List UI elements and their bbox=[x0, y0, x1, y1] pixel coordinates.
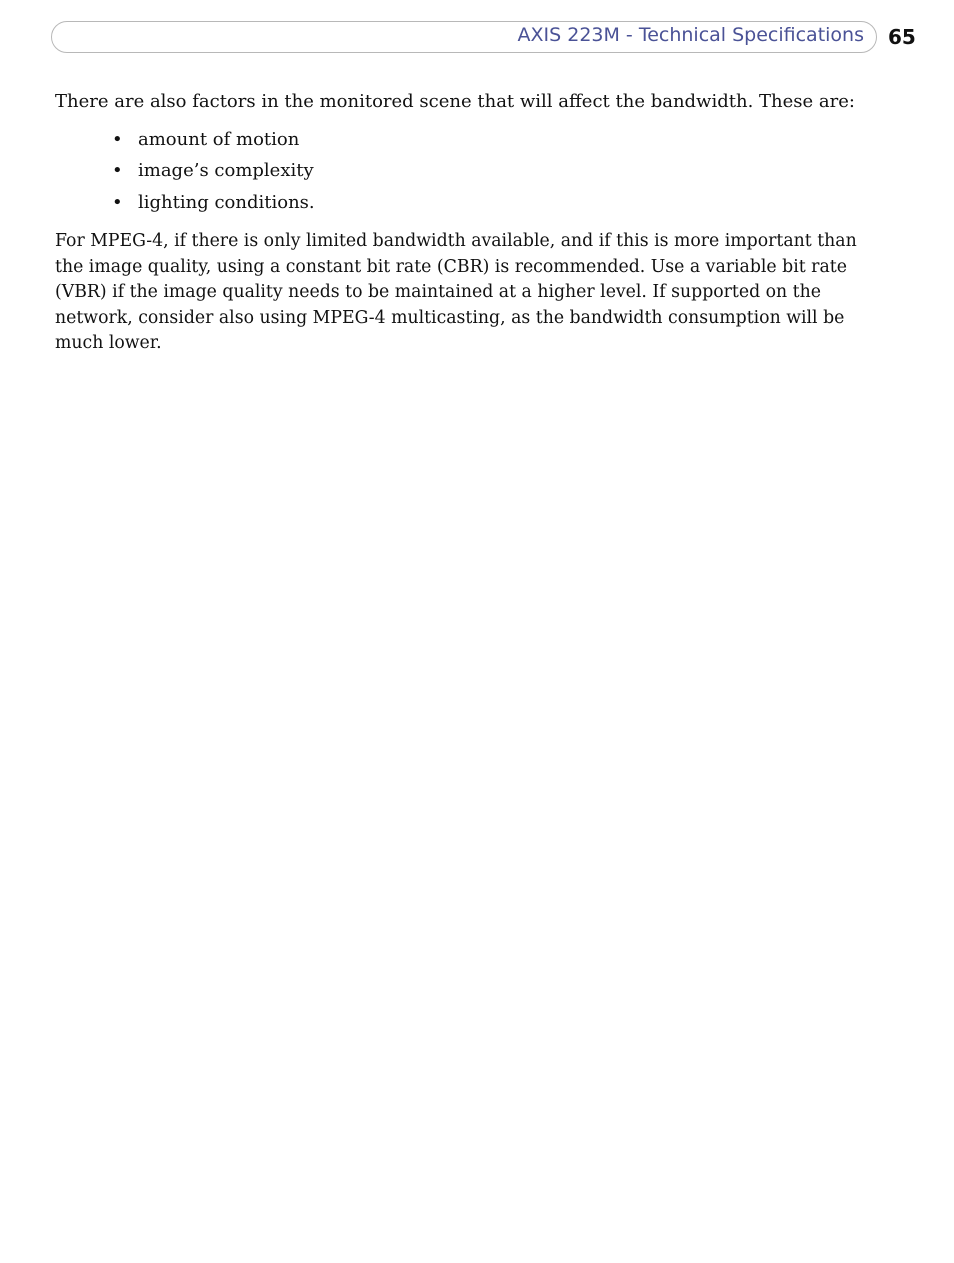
bullet-icon: • bbox=[112, 128, 123, 150]
page-content bbox=[55, 89, 875, 357]
mpeg4-paragraph: For MPEG-4, if there is only limited bandwidth available, and if this is more important than the image quality, using a constant bit rate (CBR) is recommended. Use a variable bit rate (VBR) if the image quality needs to be maintained at a higher level. If supported on the network, consider also using MPEG-4 multicasting, as the bandwidth consumption will be much lower. bbox=[55, 231, 857, 354]
bullet-icon: • bbox=[112, 160, 123, 182]
list-item bbox=[112, 155, 875, 187]
list-item-text: amount of motion bbox=[138, 128, 300, 150]
list-item bbox=[112, 124, 875, 156]
list-item-text: image’s complexity bbox=[138, 160, 314, 182]
bullet-icon: • bbox=[112, 191, 123, 213]
intro-text: There are also factors in the monitored scene that will affect the bandwidth. These are: bbox=[55, 91, 855, 112]
page-number: 65 bbox=[888, 25, 916, 49]
factors-list bbox=[55, 124, 875, 219]
list-item-text: lighting conditions. bbox=[138, 191, 315, 213]
list-item bbox=[112, 187, 875, 219]
page-header-title: AXIS 223M - Technical Specifications bbox=[517, 24, 864, 46]
